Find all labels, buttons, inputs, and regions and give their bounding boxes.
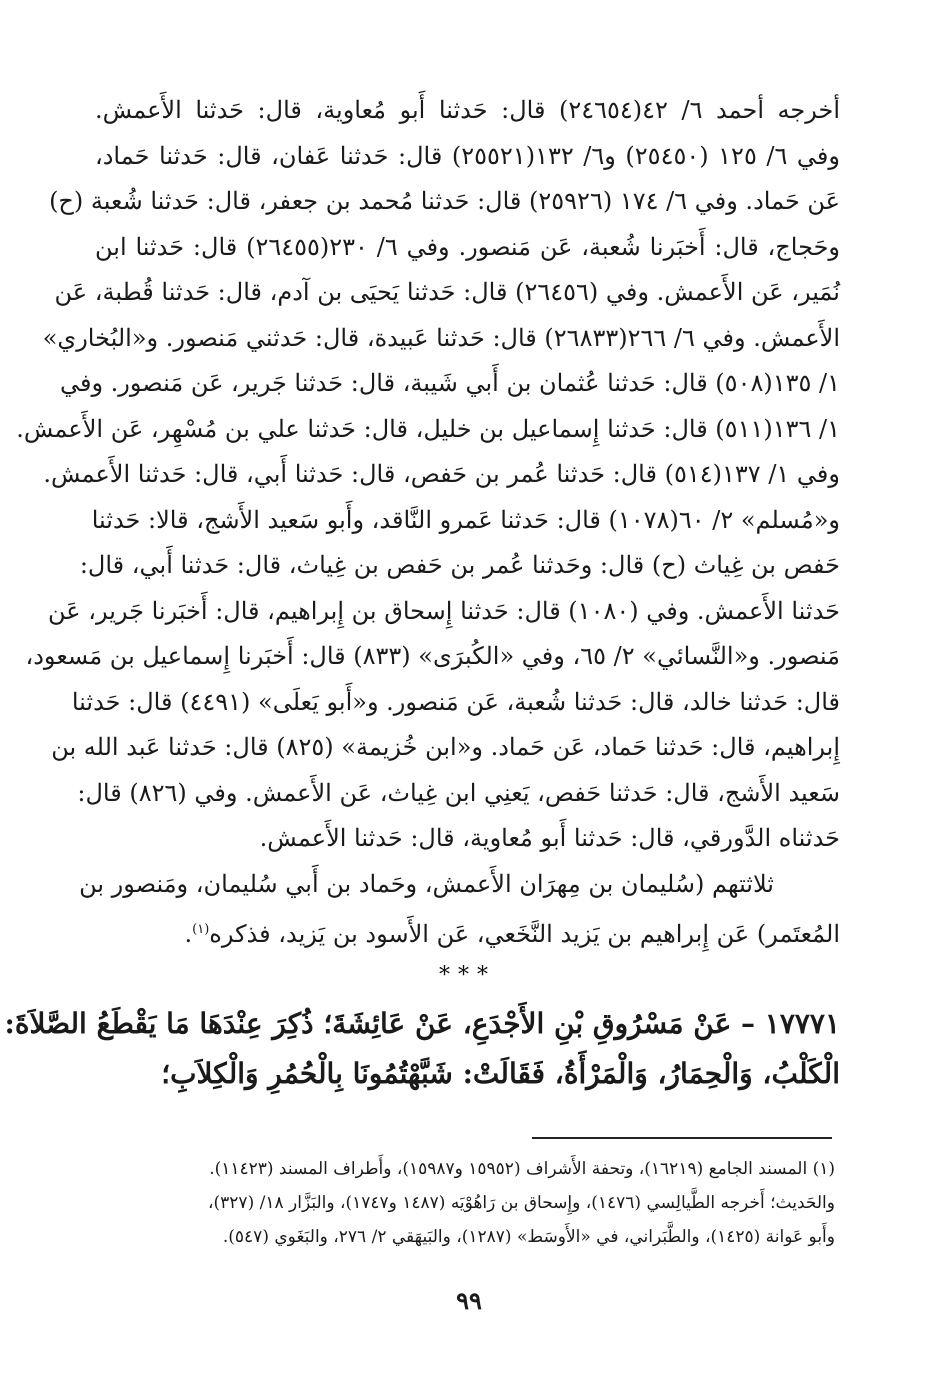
summary-line-last bbox=[95, 907, 840, 953]
text-line: إِبراهيم، قال: حَدثنا حَماد، عَن حَماد. و«ابن خُزيمة» (٨٢٥) قال: حَدثنا عَبد الله بن bbox=[51, 733, 840, 761]
text-line: وحَجاج، قال: أَخبَرنا شُعبة، عَن مَنصور. وفي ٦/ ٢٣٠(٢٦٤٥٥) قال: حَدثنا ابن bbox=[95, 232, 841, 261]
text-line: الأَعمش. وفي ٦/ ٢٦٦(٢٦٨٣٣) قال: حَدثنا عَبيدة، قال: حَدثني مَنصور. و«البُخاري» bbox=[42, 323, 840, 352]
footnote-ref[interactable]: (١) bbox=[192, 922, 210, 937]
page-number: ٩٩ bbox=[456, 1286, 482, 1315]
text-line: مَنصور. و«النَّسائي» ٢/ ٦٥، وفي «الكُبرَى» (٨٣٣) قال: أَخبَرنا إِسماعيل بن مَسعود، bbox=[25, 642, 840, 670]
main-text-block bbox=[4, 88, 841, 1099]
text-line: وفي ١/ ١٣٧(٥١٤) قال: حَدثنا عُمر بن حَفص، قال: حَدثنا أَبي، قال: حَدثنا الأَعمش. bbox=[43, 460, 840, 488]
hadith-line: الْكَلْبُ، وَالْحِمَارُ، وَالْمَرْأَةُ، فَقَالَتْ: شَبَّهْتُمُونَا بِالْحُمُرِ وَالْكِلاَبِ؛ bbox=[161, 1056, 840, 1090]
text-line: سَعيد الأَشج، قال: حَدثنا حَفص، يَعنِي ابن غِياث، عَن الأَعمش. وفي (٨٢٦) قال: bbox=[77, 778, 840, 807]
section-separator: *** bbox=[439, 962, 496, 988]
text-line: ١/ ١٣٦(٥١١) قال: حَدثنا إِسماعيل بن خليل، قال: حَدثنا علي بن مُسْهِر، عَن الأَعمش. bbox=[16, 414, 840, 443]
text-line: حَفص بن غِياث (ح) قال: وحَدثنا عُمر بن حَفص بن غِياث، قال: حَدثنا أَبي، قال: bbox=[79, 551, 840, 579]
footnotes bbox=[135, 1152, 835, 1254]
text-line: و«مُسلم» ٢/ ٦٠(١٠٧٨) قال: حَدثنا عَمرو النَّاقد، وأَبو سَعيد الأَشج، قالا: حَدثنا bbox=[91, 505, 840, 534]
footnote-line: وأَبو عَوانة (١٤٢٥)، والطَّبَراني، في «الأَوسَط» (١٢٨٧)، والبَيهَقي ٢/ ٢٧٦، والبَغَوي (٥٤٧). bbox=[222, 1227, 835, 1247]
footnote-line: والحَديث؛ أَخرجه الطَّيالِسي (١٤٧٦)، وإِسحاق بن رَاهُوْيَه (١٤٨٧ و١٧٤٧)، والبَزَّار ١٨/ (٣٢٧)، bbox=[208, 1193, 835, 1213]
summary-end: . bbox=[184, 920, 193, 948]
hadith-line: ١٧٧٧١ – عَنْ مَسْرُوقِ بْنِ الأَجْدَعِ، عَنْ عَائِشَةَ؛ ذُكِرَ عِنْدَهَا مَا يَقْطَعُ الصَّلاَةَ: bbox=[4, 1006, 840, 1040]
text-line: حَدثنا الأَعمش. وفي (١٠٨٠) قال: حَدثنا إِسحاق بن إِبراهيم، قال: أَخبَرنا جَرير، عَن bbox=[48, 596, 840, 625]
text-line: أخرجه أحمد ٦/ ٤٢(٢٤٦٥٤) قال: حَدثنا أَبو مُعاوية، قال: حَدثنا الأَعمش. bbox=[95, 96, 840, 124]
text-line: عَن حَماد. وفي ٦/ ١٧٤ (٢٥٩٢٦) قال: حَدثنا مُحمد بن جعفر، قال: حَدثنا شُعبة (ح) bbox=[49, 187, 840, 215]
summary-line: ثلاثتهم (سُليمان بن مِهرَان الأَعمش، وحَماد بن أَبي سُليمان، ومَنصور بن bbox=[79, 869, 774, 898]
footnote-line: (١) المسند الجامع (١٦٢١٩)، وتحفة الأَشراف (١٥٩٥٢ و١٥٩٨٧)، وأَطراف المسند (١١٤٢٣). bbox=[209, 1159, 835, 1179]
text-line: وفي ٦/ ١٢٥ (٢٥٤٥٠) و٦/ ١٣٢(٢٥٥٢١) قال: حَدثنا عَفان، قال: حَدثنا حَماد، bbox=[95, 141, 840, 170]
text-line: حَدثناه الدَّورقي، قال: حَدثنا أَبو مُعاوية، قال: حَدثنا الأَعمش. bbox=[259, 824, 840, 852]
text-line: نُمَير، عَن الأَعمش. وفي (٢٦٤٥٦) قال: حَدثنا يَحيَى بن آدم، قال: حَدثنا قُطبة، عَن bbox=[54, 278, 840, 306]
text-line: ١/ ١٣٥(٥٠٨) قال: حَدثنا عُثمان بن أَبي شَيبة، قال: حَدثنا جَرير، عَن مَنصور. وفي bbox=[59, 369, 840, 397]
footnote-divider bbox=[532, 1137, 832, 1139]
summary-text: المُعتَمر) عَن إِبراهيم بن يَزيد النَّخَعي، عَن الأَسود بن يَزيد، فذكره bbox=[209, 920, 840, 948]
text-line: قال: حَدثنا خالد، قال: حَدثنا شُعبة، عَن مَنصور. و«أَبو يَعلَى» (٤٤٩١) قال: حَدثنا bbox=[71, 687, 840, 716]
